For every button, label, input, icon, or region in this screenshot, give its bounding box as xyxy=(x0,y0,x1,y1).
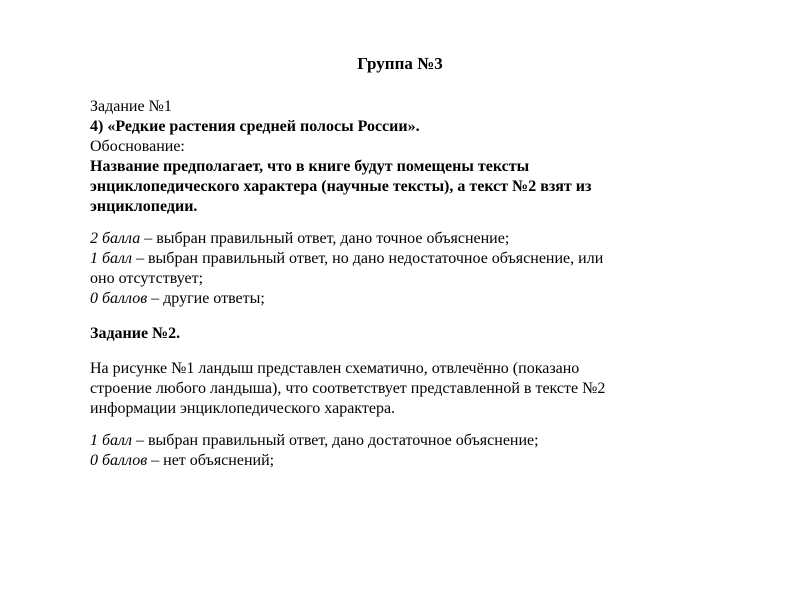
task2-explanation-line: строение любого ландыша), что соответствует представленной в тексте №2 xyxy=(90,380,606,397)
task2-heading: Задание №2. xyxy=(90,325,181,342)
task1-justification-line: энциклопедического характера (научные тексты), а текст №2 взят из xyxy=(90,178,592,195)
score-term: 2 балла xyxy=(90,230,141,247)
score-text: – нет объяснений; xyxy=(147,452,275,469)
task1-justification-label: Обоснование: xyxy=(90,138,185,155)
task2-score-0 xyxy=(90,451,750,471)
task1-heading: Задание №1 xyxy=(90,98,172,115)
spacer xyxy=(90,217,750,229)
score-text: – другие ответы; xyxy=(147,290,265,307)
task2-score-1 xyxy=(90,431,750,451)
score-term: 0 баллов xyxy=(90,290,148,307)
spacer xyxy=(90,309,750,324)
score-term: 1 балл xyxy=(90,432,132,449)
slide-title: Группа №3 xyxy=(357,54,443,73)
slide-content xyxy=(90,97,750,471)
score-term: 0 баллов xyxy=(90,452,148,469)
task2-explanation-line: На рисунке №1 ландыш представлен схематично, отвлечённо (показано xyxy=(90,360,580,377)
task1-answer: 4) «Редкие растения средней полосы России». xyxy=(90,118,420,135)
task1-score-0 xyxy=(90,289,750,309)
task1-justification-line: энциклопедии. xyxy=(90,198,198,215)
score-text: – выбран правильный ответ, дано достаточное объяснение; xyxy=(132,432,539,449)
score-text: – выбран правильный ответ, дано точное объяснение; xyxy=(140,230,510,247)
spacer xyxy=(90,344,750,359)
task1-justification-line: Название предполагает, что в книге будут помещены тексты xyxy=(90,158,530,175)
task1-score-1-cont: оно отсутствует; xyxy=(90,270,204,287)
spacer xyxy=(90,419,750,431)
task1-score-2 xyxy=(90,229,750,249)
score-text: – выбран правильный ответ, но дано недостаточное объяснение, или xyxy=(132,250,604,267)
task2-explanation-line: информации энциклопедического характера. xyxy=(90,400,396,417)
task1-score-1 xyxy=(90,249,750,269)
score-term: 1 балл xyxy=(90,250,132,267)
